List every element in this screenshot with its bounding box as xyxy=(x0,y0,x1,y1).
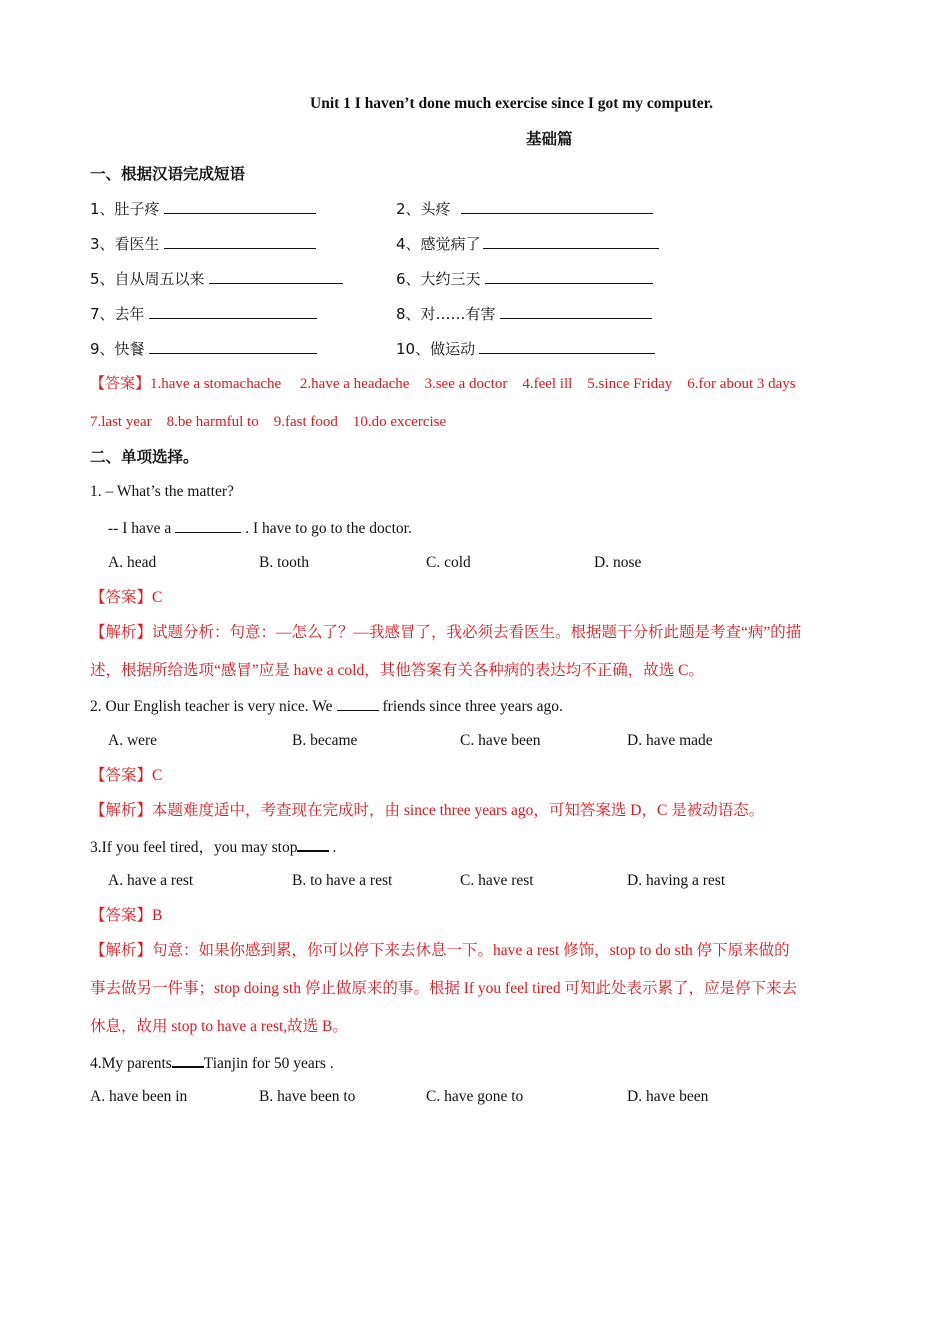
answer-blank[interactable] xyxy=(164,234,316,249)
q2-stem-part: 2. Our English teacher is very nice. We xyxy=(90,698,333,715)
q2-analysis: 【解析】本题难度适中，考查现在完成时，由 since three years ago，可知答案选 D，C 是被动语态。 xyxy=(90,802,765,819)
q1-answer: 【答案】C xyxy=(90,589,163,606)
q1-stem-line1: 1. – What’s the matter? xyxy=(90,483,234,500)
phrase-item-8 xyxy=(396,304,652,324)
q2-blank[interactable] xyxy=(337,696,379,711)
phrase-item-9 xyxy=(90,339,317,359)
q1-stem-line2 xyxy=(108,518,412,539)
answer-blank[interactable] xyxy=(149,339,317,354)
q1-stem-part: . I have to go to the doctor. xyxy=(245,520,412,537)
q4-option-c[interactable]: C. have gone to xyxy=(426,1088,524,1105)
phrase-label: 9、快餐 xyxy=(90,340,145,358)
section1-heading: 一、根据汉语完成短语 xyxy=(90,165,246,183)
phrase-label: 5、自从周五以来 xyxy=(90,270,205,288)
answer-blank[interactable] xyxy=(479,339,655,354)
phrase-label: 1、肚子疼 xyxy=(90,200,160,218)
q4-blank[interactable] xyxy=(172,1052,204,1068)
section2-heading: 二、单项选择。 xyxy=(90,448,199,466)
answer-blank[interactable] xyxy=(164,199,316,214)
phrase-label: 3、看医生 xyxy=(90,235,160,253)
phrase-label: 4、感觉病了 xyxy=(396,235,481,253)
q3-blank[interactable] xyxy=(297,836,329,852)
phrase-item-4 xyxy=(396,234,659,254)
q3-option-c[interactable]: C. have rest xyxy=(460,872,534,889)
section1-answer-line1: 【答案】1.have a stomachache 2.have a headache 3.see a doctor 4.feel ill 5.since Friday 6.for about 3 days xyxy=(90,376,796,392)
q1-option-c[interactable]: C. cold xyxy=(426,554,471,571)
q4-stem-part: 4.My parents xyxy=(90,1055,172,1072)
phrase-label: 10、做运动 xyxy=(396,340,476,358)
phrase-item-3 xyxy=(90,234,316,254)
phrase-item-5 xyxy=(90,269,343,289)
q3-stem-part: . xyxy=(332,839,337,856)
q3-option-a[interactable]: A. have a rest xyxy=(108,872,194,889)
q1-option-d[interactable]: D. nose xyxy=(594,554,642,571)
q1-blank[interactable] xyxy=(175,518,241,533)
q1-analysis-line1: 【解析】试题分析：句意：—怎么了？—我感冒了，我必须去看医生。根据题干分析此题是考查“病”的描 xyxy=(90,624,802,641)
q1-analysis-line2: 述，根据所给选项“感冒”应是 have a cold，其他答案有关各种病的表达均不正确，故选 C。 xyxy=(90,662,704,679)
phrase-item-10 xyxy=(396,339,655,359)
q2-option-b[interactable]: B. became xyxy=(292,732,358,749)
q1-option-a[interactable]: A. head xyxy=(108,554,157,571)
page-title: Unit 1 I haven’t done much exercise since I got my computer. xyxy=(310,95,713,112)
q3-option-b[interactable]: B. to have a rest xyxy=(292,872,393,889)
phrase-item-7 xyxy=(90,304,317,324)
phrase-label: 8、对……有害 xyxy=(396,305,496,323)
q2-option-a[interactable]: A. were xyxy=(108,732,158,749)
q2-stem xyxy=(90,696,563,717)
q1-stem-part: -- I have a xyxy=(108,520,172,537)
phrase-label: 7、去年 xyxy=(90,305,145,323)
answer-blank[interactable] xyxy=(500,304,652,319)
q4-option-d[interactable]: D. have been xyxy=(627,1088,709,1105)
page-subtitle: 基础篇 xyxy=(526,130,573,148)
q2-answer: 【答案】C xyxy=(90,767,163,784)
section1-answer-line2: 7.last year 8.be harmful to 9.fast food 10.do excercise xyxy=(90,414,447,430)
q3-analysis-line2: 事去做另一件事；stop doing sth 停止做原来的事。根据 If you feel tired 可知此处表示累了，应是停下来去 xyxy=(90,980,797,997)
answer-blank[interactable] xyxy=(485,269,653,284)
q3-analysis-line1: 【解析】句意：如果你感到累，你可以停下来去休息一下。have a rest 修饰，stop to do sth 停下原来做的 xyxy=(90,942,790,959)
q4-option-a[interactable]: A. have been in xyxy=(90,1088,188,1105)
phrase-label: 2、头疼 xyxy=(396,200,451,218)
q2-option-d[interactable]: D. have made xyxy=(627,732,713,749)
q4-stem xyxy=(90,1052,334,1074)
phrase-item-2 xyxy=(396,199,653,219)
q4-stem-part: Tianjin for 50 years . xyxy=(203,1055,334,1072)
answer-blank[interactable] xyxy=(483,234,659,249)
phrase-item-1 xyxy=(90,199,316,219)
q3-option-d[interactable]: D. having a rest xyxy=(627,872,726,889)
q3-stem-part: 3.If you feel tired，you may stop xyxy=(90,839,298,856)
answer-blank[interactable] xyxy=(149,304,317,319)
q2-stem-part: friends since three years ago. xyxy=(382,698,563,715)
q1-option-b[interactable]: B. tooth xyxy=(259,554,309,571)
phrase-item-6 xyxy=(396,269,653,289)
q3-answer: 【答案】B xyxy=(90,907,163,924)
q2-option-c[interactable]: C. have been xyxy=(460,732,541,749)
answer-blank[interactable] xyxy=(209,269,343,284)
q3-analysis-line3: 休息，故用 stop to have a rest,故选 B。 xyxy=(90,1018,348,1035)
answer-blank[interactable] xyxy=(461,199,653,214)
q3-stem xyxy=(90,836,336,858)
phrase-label: 6、大约三天 xyxy=(396,270,481,288)
q4-option-b[interactable]: B. have been to xyxy=(259,1088,356,1105)
